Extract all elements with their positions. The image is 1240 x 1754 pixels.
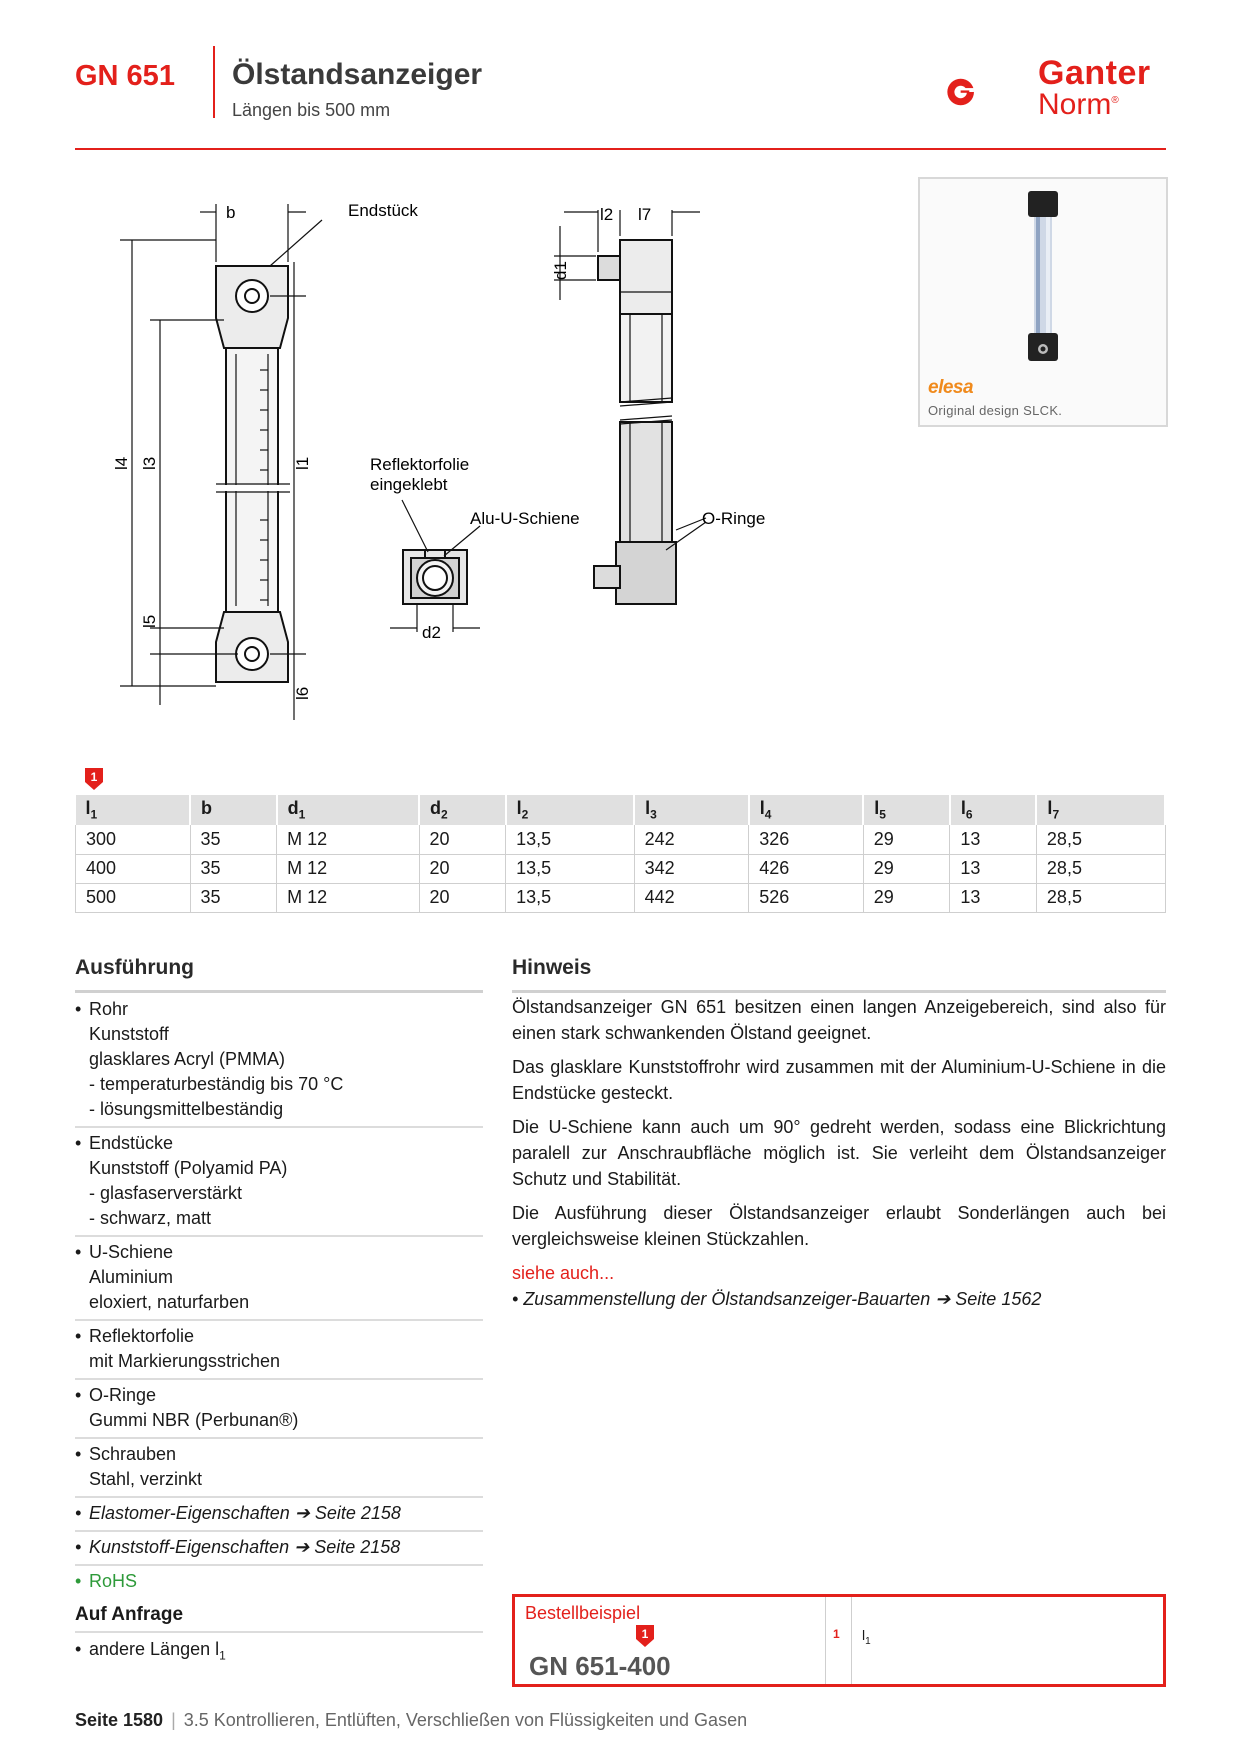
list-item: • O-Ringe Gummi NBR (Perbunan®) — [75, 1380, 483, 1439]
divider — [851, 1597, 852, 1684]
paragraph: Die Ausführung dieser Ölstandsanzeiger erlaubt Sonderlängen auch bei vergleichsweise kleinen Stückzahlen. — [512, 1203, 1166, 1249]
ganter-logo-icon — [945, 52, 1035, 132]
table-row — [76, 825, 1166, 854]
section-rule — [75, 1631, 483, 1633]
section-title-hinweis: Hinweis — [512, 956, 592, 979]
dimensions-table — [75, 795, 1166, 913]
front-view — [216, 266, 288, 682]
table-cell: 13 — [950, 854, 1037, 883]
section-view — [403, 550, 467, 604]
table-cell: 29 — [863, 883, 950, 912]
table-cell: 13,5 — [506, 825, 635, 854]
table-cell: 35 — [190, 883, 277, 912]
header-separator — [213, 46, 215, 118]
label-reflektorfolie: Reflektorfolie — [370, 455, 470, 474]
section-rule — [75, 990, 483, 993]
section-name: 3.5 Kontrollieren, Entlüften, Verschließen von Flüssigkeiten und Gasen — [183, 1710, 748, 1730]
col-header: $l_4$ — [749, 795, 864, 825]
technical-drawing — [112, 200, 880, 740]
table-cell: 20 — [419, 825, 506, 854]
list-item: • Reflektorfolie mit Markierungsstrichen — [75, 1321, 483, 1380]
product-photo — [918, 177, 1168, 427]
col-header: b — [190, 795, 277, 825]
dim-label-b: b — [226, 203, 236, 222]
table-cell: 242 — [634, 825, 749, 854]
table-cell: 13,5 — [506, 883, 635, 912]
order-marker-icon — [636, 1625, 654, 1647]
table-header-row — [76, 795, 1166, 825]
header-rule — [75, 148, 1166, 150]
list-item: • Schrauben Stahl, verzinkt — [75, 1439, 483, 1498]
table-cell: 29 — [863, 854, 950, 883]
divider — [825, 1597, 826, 1684]
order-position-number: 1 — [833, 1627, 840, 1641]
table-cell: 426 — [749, 854, 864, 883]
dim-label-l7: l7 — [638, 205, 652, 224]
order-code: GN 651-400 — [529, 1651, 671, 1681]
table-cell: M 12 — [277, 825, 419, 854]
product-code: GN 651 — [75, 60, 175, 92]
link-elastomer[interactable]: • Elastomer-Eigenschaften ➔ Seite 2158 — [75, 1498, 483, 1532]
col-header: $l_5$ — [863, 795, 950, 825]
logo-text-ganter: Ganter — [1038, 54, 1151, 92]
hinweis-text — [512, 994, 1166, 1312]
dim-label-d2: d2 — [422, 623, 441, 642]
table-cell: 13 — [950, 883, 1037, 912]
page-title: Ölstandsanzeiger — [232, 58, 483, 91]
dim-label-l1: l1 — [293, 456, 312, 470]
paragraph: Ölstandsanzeiger GN 651 besitzen einen langen Anzeigebereich, sind also für einen stark schwankenden Ölstand geeignet. — [512, 997, 1166, 1043]
table-marker-icon — [85, 768, 103, 790]
label-alu-u-schiene: Alu-U-Schiene — [470, 509, 580, 528]
col-header: $d_2$ — [419, 795, 506, 825]
table-cell: M 12 — [277, 854, 419, 883]
table-cell: 35 — [190, 854, 277, 883]
col-header: $l_3$ — [634, 795, 749, 825]
order-example-box — [512, 1594, 1166, 1687]
table-cell: 500 — [76, 883, 191, 912]
table-cell: 342 — [634, 854, 749, 883]
elesa-brand: elesa — [928, 377, 974, 398]
table-cell: 300 — [76, 825, 191, 854]
col-header: $l_7$ — [1036, 795, 1165, 825]
dim-label-d1: d1 — [551, 261, 570, 280]
col-header: $l_6$ — [950, 795, 1037, 825]
dim-label-l6: l6 — [293, 686, 312, 700]
table-row — [76, 854, 1166, 883]
link-kunststoff[interactable]: • Kunststoff-Eigenschaften ➔ Seite 2158 — [75, 1532, 483, 1566]
section-title-ausfuehrung: Ausführung — [75, 956, 194, 979]
table-cell: 28,5 — [1036, 825, 1165, 854]
table-cell: 29 — [863, 825, 950, 854]
page-number: Seite 1580 — [75, 1710, 164, 1730]
ausfuehrung-list — [75, 994, 483, 1594]
order-position-label: $l_1$ — [862, 1627, 871, 1647]
col-header: $d_1$ — [277, 795, 419, 825]
section-title-anfrage: Auf Anfrage — [75, 1604, 184, 1625]
table-cell: 13 — [950, 825, 1037, 854]
rohs-badge: • RoHS — [75, 1571, 138, 1591]
section-rule — [512, 990, 1166, 993]
col-header: $l_1$ — [76, 795, 191, 825]
table-cell: M 12 — [277, 883, 419, 912]
table-cell: 28,5 — [1036, 854, 1165, 883]
list-item: • andere Längen $l_1$ — [75, 1639, 226, 1663]
oil-gauge-photo-icon — [920, 179, 1166, 379]
svg-text:1: 1 — [90, 770, 98, 784]
label-eingeklebt: eingeklebt — [370, 475, 448, 494]
table-cell: 28,5 — [1036, 883, 1165, 912]
logo-text-norm: Norm® — [1038, 88, 1119, 121]
svg-text:1: 1 — [641, 1627, 649, 1641]
table-cell: 400 — [76, 854, 191, 883]
photo-caption: Original design SLCK. — [928, 403, 1063, 418]
label-o-ringe: O-Ringe — [702, 509, 766, 528]
table-cell: 442 — [634, 883, 749, 912]
dim-label-l5: l5 — [140, 614, 159, 628]
paragraph: Das glasklare Kunststoffrohr wird zusammen mit der Aluminium-U-Schiene in die Endstücke gesteckt. — [512, 1057, 1166, 1103]
list-item: • Rohr Kunststoff glasklares Acryl (PMMA) - temperaturbeständig bis 70 °C - lösungsmittelbeständig — [75, 994, 483, 1128]
page-subtitle: Längen bis 500 mm — [232, 100, 391, 120]
page-footer: Seite 1580 | 3.5 Kontrollieren, Entlüften, Verschließen von Flüssigkeiten und Gasen — [75, 1710, 748, 1730]
table-cell: 20 — [419, 854, 506, 883]
table-cell: 526 — [749, 883, 864, 912]
link-bauarten[interactable]: • Zusammenstellung der Ölstandsanzeiger-Bauarten ➔ Seite 1562 — [512, 1289, 1042, 1309]
table-cell: 326 — [749, 825, 864, 854]
dim-label-l3: l3 — [140, 456, 159, 470]
list-item: • Endstücke Kunststoff (Polyamid PA) - glasfaserverstärkt - schwarz, matt — [75, 1128, 483, 1237]
paragraph: Die U-Schiene kann auch um 90° gedreht werden, sodass eine Blickrichtung paralell zur Anschraubfläche möglich ist. Sie verleiht dem Ölstandsanzeiger Schutz und Stabilität. — [512, 1117, 1166, 1189]
dim-label-l4: l4 — [112, 456, 131, 470]
table-row — [76, 883, 1166, 912]
table-cell: 35 — [190, 825, 277, 854]
order-example-label: Bestellbeispiel — [525, 1603, 641, 1623]
side-view — [594, 240, 676, 604]
table-cell: 13,5 — [506, 854, 635, 883]
list-item: • U-Schiene Aluminium eloxiert, naturfarben — [75, 1237, 483, 1321]
col-header: $l_2$ — [506, 795, 635, 825]
label-endstueck: Endstück — [348, 201, 418, 220]
table-cell: 20 — [419, 883, 506, 912]
see-also-label: siehe auch... — [512, 1263, 615, 1283]
dim-label-l2: l2 — [600, 205, 614, 224]
